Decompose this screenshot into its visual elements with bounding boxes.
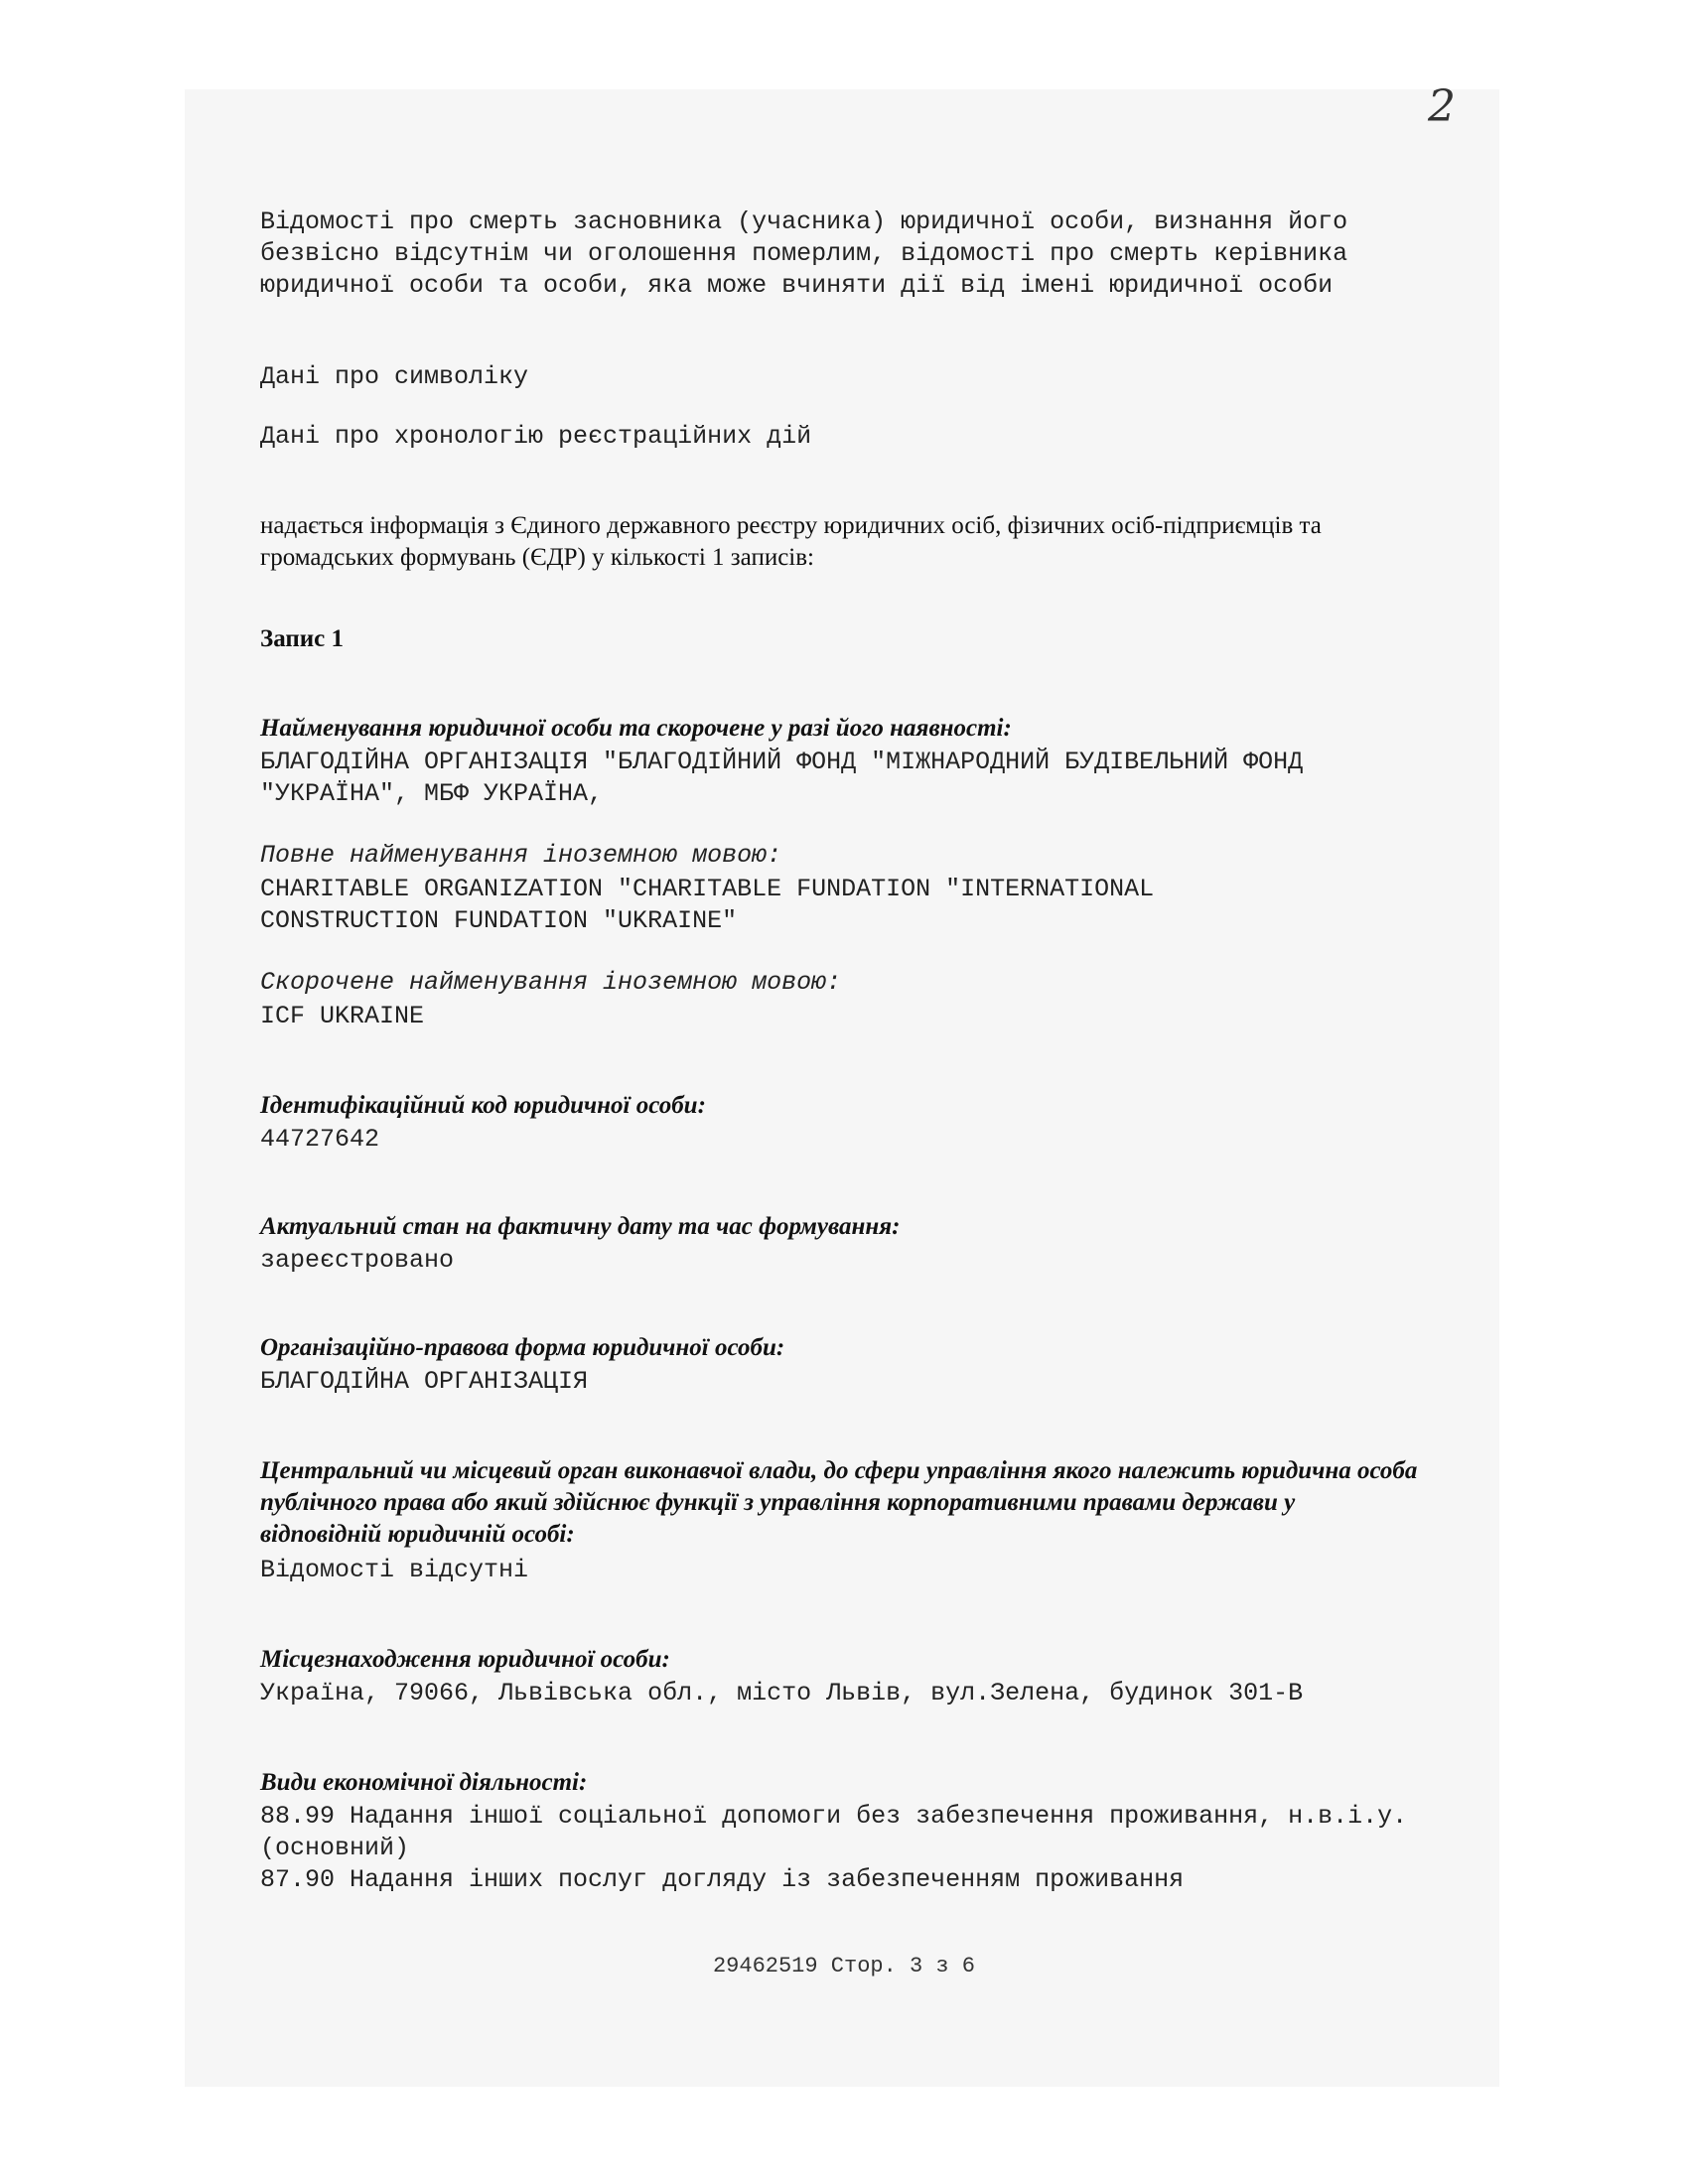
legal-form-label: Організаційно-правова форма юридичної особи: [260, 1334, 785, 1361]
handwritten-page-number: 2 [1428, 81, 1456, 132]
intro-item-symbols: Дані про символіку [260, 362, 529, 391]
intro-item-chronology: Дані про хронологію реєстраційних дій [260, 422, 812, 451]
location-value: Україна, 79066, Львівська обл., місто Львів, вул.Зелена, будинок 301-В [260, 1679, 1304, 1707]
intro-item-death-info: Відомості про смерть засновника (учасника) юридичної особи, визнання його безвісно відсутнім чи оголошення померлим, відомості про смерть керівника юридичної особи та особи, яка може вчиняти дії від імені юридичної особи [260, 207, 1363, 300]
authority-label: Центральний чи місцевий орган виконавчої влади, до сфери управління якого належить юридична особа публічного права або який здійснює функції з управління корпоративними правами держави у відповідній юридичній особі: [260, 1457, 1424, 1548]
foreign-full-name-label: Повне найменування іноземною мовою: [260, 841, 782, 870]
activities-label: Види економічної діяльності: [260, 1769, 588, 1796]
record-title: Запис 1 [260, 625, 345, 652]
id-code-label: Ідентифікаційний код юридичної особи: [260, 1092, 706, 1119]
foreign-short-name-label: Скорочене найменування іноземною мовою: [260, 968, 842, 997]
page-footer: 29462519 Стор. 3 з 6 [712, 1954, 976, 1979]
location-label: Місцезнаходження юридичної особи: [260, 1646, 670, 1673]
status-label: Актуальний стан на фактичну дату та час формування: [260, 1213, 901, 1240]
foreign-short-name-value: ICF UKRAINE [260, 1002, 425, 1030]
authority-value: Відомості відсутні [260, 1556, 529, 1584]
name-value: БЛАГОДІЙНА ОРГАНІЗАЦІЯ "БЛАГОДІЙНИЙ ФОНД "МІЖНАРОДНИЙ БУДІВЕЛЬНИЙ ФОНД "УКРАЇНА", МБФ УКРАЇНА, [260, 748, 1319, 808]
id-code-value: 44727642 [260, 1125, 380, 1154]
status-value: зареєстровано [260, 1246, 455, 1275]
legal-form-value: БЛАГОДІЙНА ОРГАНІЗАЦІЯ [260, 1367, 589, 1396]
activities-value: 88.99 Надання іншої соціальної допомоги без забезпечення проживання, н.в.і.у. (основний) 87.90 Надання інших послуг догляду із забезпеченням проживання [260, 1802, 1408, 1894]
name-label: Найменування юридичної особи та скорочене у разі його наявності: [260, 715, 1012, 742]
foreign-full-name-value: CHARITABLE ORGANIZATION "CHARITABLE FUNDATION "INTERNATIONAL CONSTRUCTION FUNDATION "UKRAINE" [260, 875, 1170, 935]
provided-info-text: надається інформація з Єдиного державного реєстру юридичних осіб, фізичних осіб-підприємців та громадських формувань (ЄДР) у кількості 1 записів: [260, 512, 1329, 571]
